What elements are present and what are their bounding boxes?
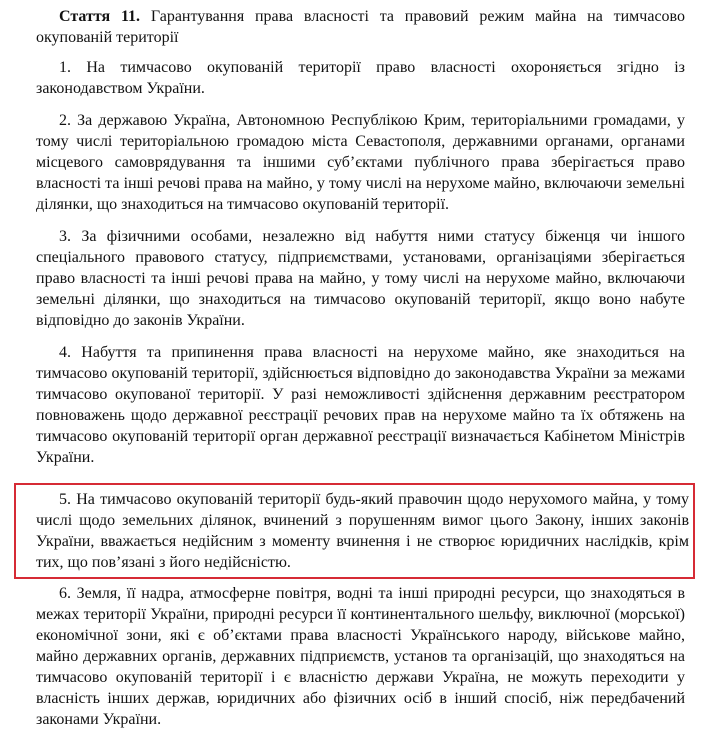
article-heading	[36, 6, 685, 48]
paragraph-1: 1. На тимчасово окупованій території право власності охороняється згідно із законодавством України.	[36, 59, 685, 97]
article-title: Гарантування права власності та правовий режим майна на тимчасово окупованій території	[36, 8, 685, 46]
law-document	[36, 6, 689, 730]
paragraph-6: 6. Земля, її надра, атмосферне повітря, водні та інші природні ресурси, що знаходяться в межах території України, природні ресурси її континентального шельфу, виключної (морської) економічної зони, які є об’єктами права власності Українського народу, військове майно, майно державних органів, державних підприємств, установ та організацій, що знаходяться на тимчасово окупованій території і є власністю держави Україна, не можуть переходити у власність інших держав, юридичних або фізичних осіб в інший спосіб, ніж передбачений законами України.	[36, 585, 685, 728]
article-label: Стаття 11.	[59, 8, 141, 25]
paragraph-4: 4. Набуття та припинення права власності на нерухоме майно, яке знаходиться на тимчасово окупованій території, здійснюється відповідно до законодавства України за межами тимчасово окупованої території. У разі неможливості здійснення державним реєстратором повноважень щодо державної реєстрації речових прав на нерухоме майно та їх обтяжень на тимчасово окупованій території орган державної реєстрації визначається Кабінетом Міністрів України.	[36, 344, 685, 466]
highlighted-paragraph-box	[14, 483, 695, 579]
paragraph-5: 5. На тимчасово окупованій території будь-який правочин щодо нерухомого майна, у тому числі щодо земельних ділянок, вчинений з порушенням вимог цього Закону, інших законів України, вважається недійсним з моменту вчинення і не створює юридичних наслідків, крім тих, що пов’язані з його недійсністю.	[36, 491, 689, 571]
paragraph-2: 2. За державою Україна, Автономною Республікою Крим, територіальними громадами, у тому числі територіальною громадою міста Севастополя, державними органами, органами місцевого самоврядування та іншими суб’єктами публічного права зберігається право власності та інші речові права на майно, у тому числі на нерухоме майно, включаючи земельні ділянки, що знаходиться на тимчасово окупованій території.	[36, 112, 685, 213]
paragraph-3: 3. За фізичними особами, незалежно від набуття ними статусу біженця чи іншого спеціального правового статусу, підприємствами, установами, організаціями зберігається право власності та інші речові права на майно, у тому числі на нерухоме майно, включаючи земельні ділянки, що знаходиться на тимчасово окупованій території, якщо воно набуте відповідно до законів України.	[36, 228, 685, 329]
